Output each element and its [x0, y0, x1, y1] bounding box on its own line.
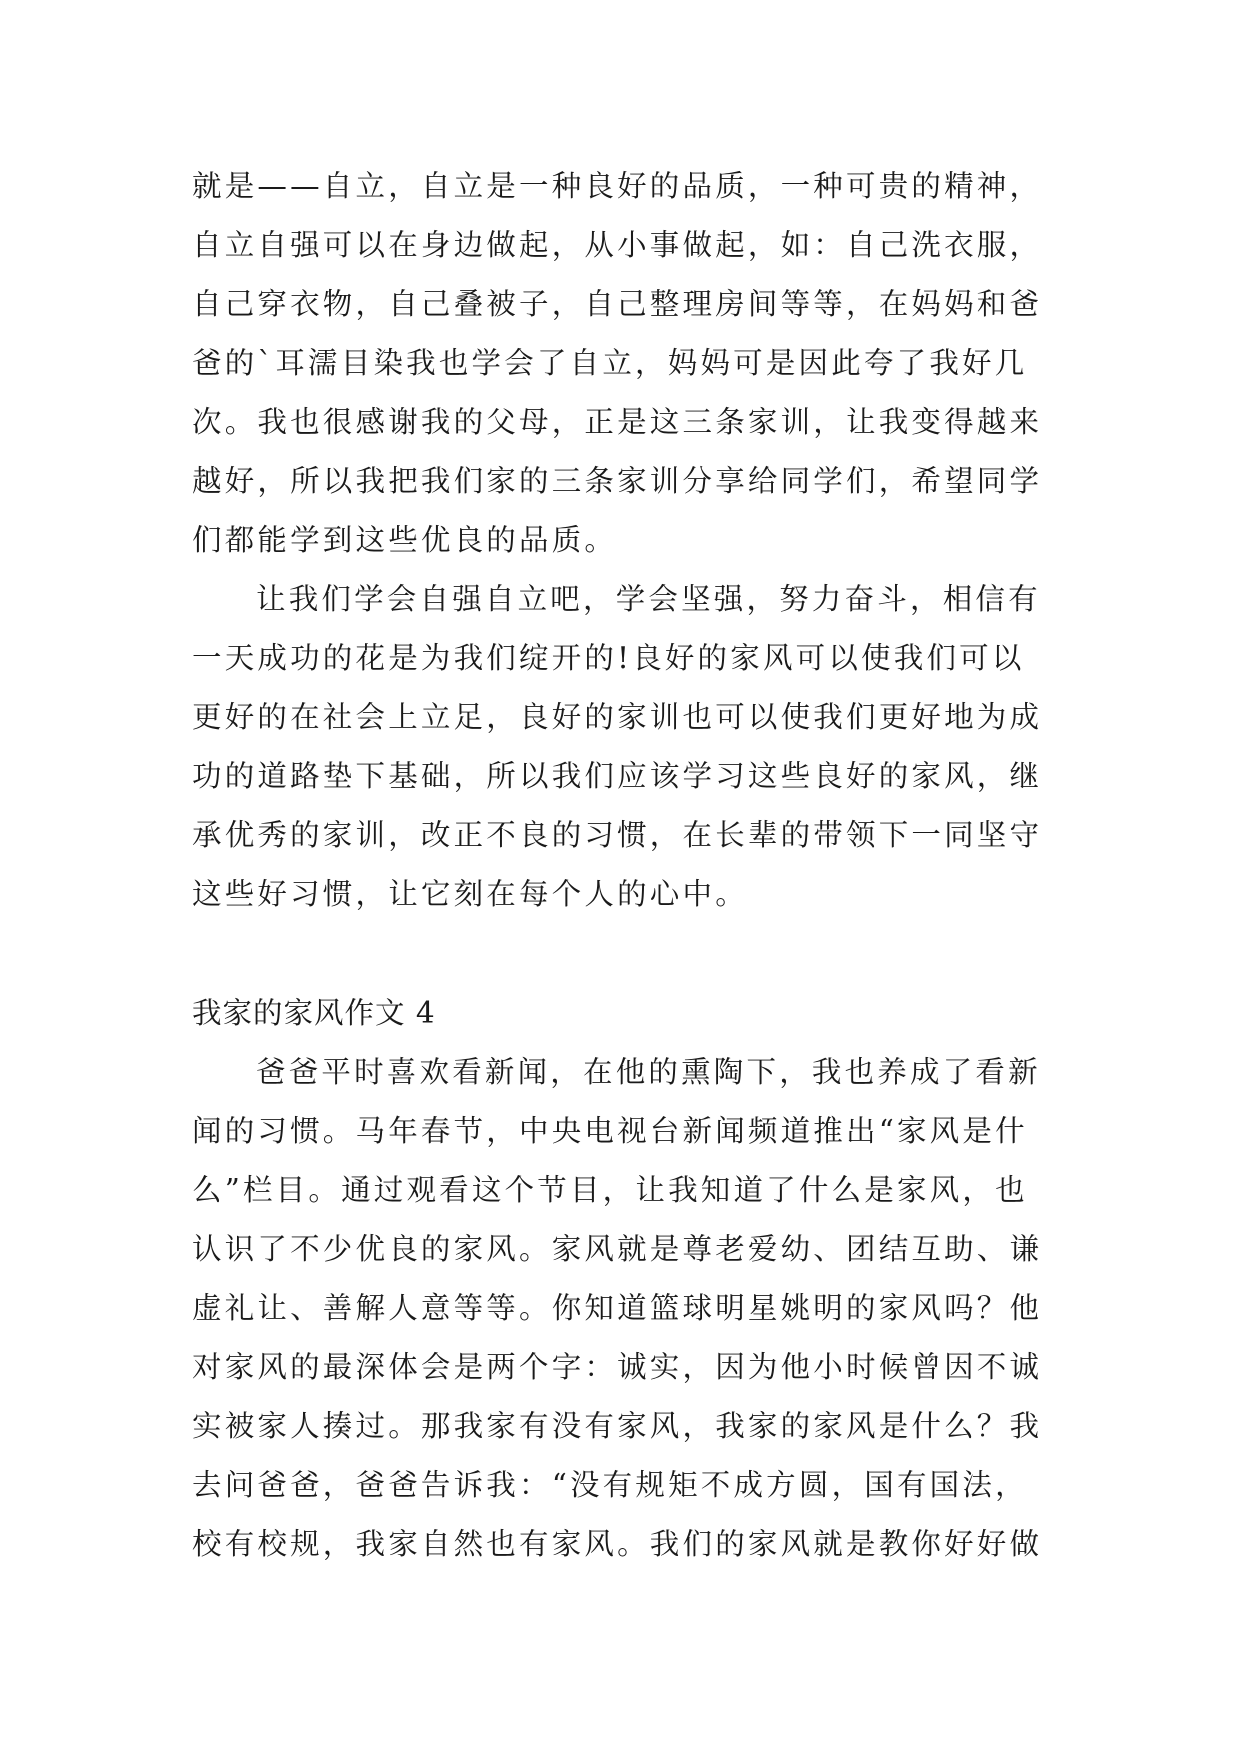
section-title: 我家的家风作文 4 [192, 996, 436, 1030]
text-line: 让我们学会自强自立吧，学会坚强，努力奋斗，相信有 [256, 582, 1041, 616]
text-line: 一天成功的花是为我们绽开的!良好的家风可以使我们可以 [192, 641, 1025, 675]
text-line: 爸的`耳濡目染我也学会了自立，妈妈可是因此夸了我好几 [192, 346, 1028, 380]
text-line: 功的道路垫下基础，所以我们应该学习这些良好的家风，继 [192, 759, 1043, 793]
paragraph-continued [192, 157, 1052, 570]
text-line: 这些好习惯，让它刻在每个人的心中。 [192, 877, 748, 911]
text-line: 校有校规，我家自然也有家风。我们的家风就是教你好好做 [192, 1527, 1043, 1561]
paragraph-essay-4 [192, 1043, 1052, 1574]
text-line: 去问爸爸，爸爸告诉我：“没有规矩不成方圆，国有国法， [192, 1468, 1028, 1502]
text-line: 就是——自立，自立是一种良好的品质，一种可贵的精神， [192, 169, 1043, 203]
document-body [192, 157, 1052, 1574]
text-line: 更好的在社会上立足，良好的家训也可以使我们更好地为成 [192, 700, 1043, 734]
text-line: 实被家人揍过。那我家有没有家风，我家的家风是什么？我 [192, 1409, 1043, 1443]
text-line: 么”栏目。通过观看这个节目，让我知道了什么是家风，也 [192, 1173, 1028, 1207]
paragraph-conclusion [192, 570, 1052, 924]
text-line: 闻的习惯。马年春节，中央电视台新闻频道推出“家风是什 [192, 1114, 1028, 1148]
text-line: 虚礼让、善解人意等等。你知道篮球明星姚明的家风吗？他 [192, 1291, 1043, 1325]
text-line: 承优秀的家训，改正不良的习惯，在长辈的带领下一同坚守 [192, 818, 1043, 852]
text-line: 自立自强可以在身边做起，从小事做起，如：自己洗衣服， [192, 228, 1043, 262]
text-line: 次。我也很感谢我的父母，正是这三条家训，让我变得越来 [192, 405, 1043, 439]
text-line: 对家风的最深体会是两个字：诚实，因为他小时候曾因不诚 [192, 1350, 1043, 1384]
text-line: 爸爸平时喜欢看新闻，在他的熏陶下，我也养成了看新 [256, 1055, 1041, 1089]
text-line: 越好，所以我把我们家的三条家训分享给同学们，希望同学 [192, 464, 1043, 498]
section-spacer [192, 924, 1052, 984]
text-line: 认识了不少优良的家风。家风就是尊老爱幼、团结互助、谦 [192, 1232, 1043, 1266]
text-line: 自己穿衣物，自己叠被子，自己整理房间等等，在妈妈和爸 [192, 287, 1043, 321]
text-line: 们都能学到这些优良的品质。 [192, 523, 618, 557]
